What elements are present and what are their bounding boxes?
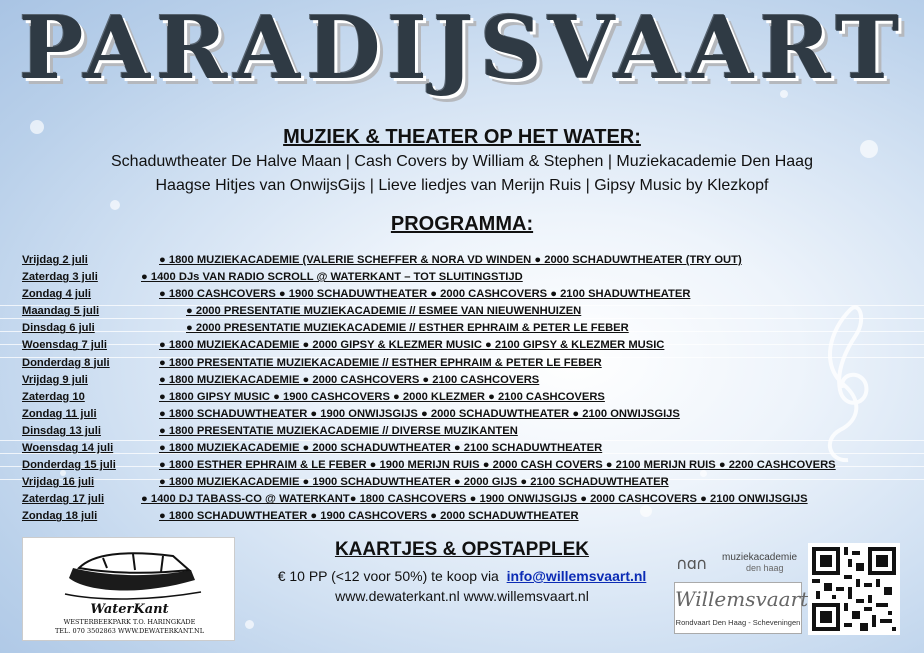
- schedule-row: [22, 355, 912, 372]
- schedule-row: [22, 320, 912, 337]
- poster-title: PARADIJSVAART: [18, 0, 906, 99]
- schedule-acts: ● 1800 MUZIEKACADEMIE ● 2000 SCHADUWTHEATER ● 2100 SCHADUWTHEATER: [159, 442, 603, 455]
- schedule-day: Woensdag 7 juli: [22, 339, 107, 352]
- schedule-day: Donderdag 8 juli: [22, 356, 110, 369]
- schedule-row: [22, 252, 912, 269]
- schedule-acts: ● 1800 MUZIEKACADEMIE ● 2000 CASHCOVERS ● 2100 CASHCOVERS: [159, 373, 540, 386]
- tickets-price-line: [214, 568, 710, 584]
- schedule-list: [22, 252, 912, 526]
- schedule-acts: ● 1400 DJ TABASS-CO @ WATERKANT● 1800 CASHCOVERS ● 1900 ONWIJSGIJS ● 2000 CASHCOVERS ● 2100 ONWIJSGIJS: [141, 493, 808, 506]
- schedule-row: [22, 286, 912, 303]
- schedule-day: Maandag 5 juli: [22, 305, 100, 318]
- waterkant-logo: [22, 537, 235, 641]
- schedule-acts: ● 1800 MUZIEKACADEMIE ● 2000 GIPSY & KLEZMER MUSIC ● 2100 GIPSY & KLEZMER MUSIC: [159, 339, 665, 352]
- programma-title: PROGRAMMA:: [390, 213, 534, 235]
- schedule-day: Zondag 18 juli: [22, 510, 98, 523]
- schedule-row: [22, 303, 912, 320]
- waterkant-name: WaterKant: [90, 602, 169, 617]
- schedule-day: Zondag 4 juli: [22, 288, 91, 301]
- schedule-day: Zondag 11 juli: [22, 407, 97, 420]
- schedule-day: Donderdag 15 juli: [22, 459, 116, 472]
- boat-icon: [63, 544, 203, 602]
- schedule-row: [22, 440, 912, 457]
- schedule-row: [22, 491, 912, 508]
- schedule-acts: ● 1800 SCHADUWTHEATER ● 1900 CASHCOVERS ● 2000 SCHADUWTHEATER: [159, 510, 579, 523]
- willemsvaart-logo: [674, 582, 809, 634]
- schedule-day: Zaterdag 17 juli: [22, 493, 105, 506]
- schedule-row: [22, 337, 912, 354]
- website-links[interactable]: www.dewaterkant.nl www.willemsvaart.nl: [335, 588, 589, 604]
- waterkant-contact: TEL. 070 3502863 WWW.DEWATERKANT.NL: [54, 627, 205, 635]
- artists-line-1: Schaduwtheater De Halve Maan | Cash Covers by William & Stephen | Muziekacademie Den Haag: [111, 153, 813, 170]
- muziekacademie-logo: [676, 552, 802, 576]
- schedule-acts: ● 1800 ESTHER EPHRAIM & LE FEBER ● 1900 MERIJN RUIS ● 2000 CASH COVERS ● 2100 MERIJN RUIS ● 2200 CASHCOVERS: [159, 459, 836, 472]
- schedule-day: Zaterdag 3 juli: [22, 271, 98, 284]
- waterkant-address: WESTERBEEKPARK T.O. HARINGKADE: [63, 618, 196, 626]
- academy-name: muziekacademie: [722, 552, 798, 563]
- schedule-acts: ● 1800 PRESENTATIE MUZIEKACADEMIE // DIVERSE MUZIKANTEN: [159, 424, 518, 437]
- schedule-row: [22, 508, 912, 525]
- schedule-acts: ● 1800 CASHCOVERS ● 1900 SCHADUWTHEATER ● 2000 CASHCOVERS ● 2100 SHADUWTHEATER: [159, 288, 691, 301]
- schedule-acts: ● 1800 PRESENTATIE MUZIEKACADEMIE // ESTHER EPHRAIM & PETER LE FEBER: [159, 356, 602, 369]
- schedule-day: Dinsdag 6 juli: [22, 322, 95, 335]
- schedule-acts: ● 1800 GIPSY MUSIC ● 1900 CASHCOVERS ● 2000 KLEZMER ● 2100 CASHCOVERS: [159, 390, 605, 403]
- willemsvaart-tagline: Rondvaart Den Haag - Scheveningen: [675, 618, 801, 627]
- schedule-acts: ● 1400 DJs VAN RADIO SCROLL @ WATERKANT – TOT SLUITINGSTIJD: [141, 271, 523, 284]
- academy-city: den haag: [746, 563, 784, 573]
- tickets-price: € 10 PP (<12 voor 50%) te koop via: [277, 568, 499, 584]
- schedule-day: Vrijdag 2 juli: [22, 254, 88, 266]
- schedule-acts: ● 1800 MUZIEKACADEMIE (VALERIE SCHEFFER & NORA VD WINDEN ● 2000 SCHADUWTHEATER (TRY OUT): [159, 254, 742, 266]
- willemsvaart-name: Willemsvaart: [675, 587, 809, 611]
- schedule-row: [22, 406, 912, 423]
- tickets-title: KAARTJES & OPSTAPPLEK: [334, 539, 590, 560]
- schedule-day: Dinsdag 13 juli: [22, 424, 101, 437]
- artists-line-2: Haagse Hitjes van OnwijsGijs | Lieve liedjes van Merijn Ruis | Gipsy Music by Klezkopf: [155, 177, 769, 194]
- schedule-row: [22, 423, 912, 440]
- schedule-row: [22, 269, 912, 286]
- schedule-row: [22, 474, 912, 491]
- schedule-acts: ● 2000 PRESENTATIE MUZIEKACADEMIE // ESTHER EPHRAIM & PETER LE FEBER: [186, 322, 629, 335]
- schedule-day: Zaterdag 10: [22, 390, 85, 403]
- schedule-acts: ● 2000 PRESENTATIE MUZIEKACADEMIE // ESMEE VAN NIEUWENHUIZEN: [186, 305, 582, 318]
- qr-code-icon[interactable]: [808, 543, 900, 635]
- schedule-day: Vrijdag 9 juli: [22, 373, 88, 386]
- schedule-row: [22, 389, 912, 406]
- schedule-day: Vrijdag 16 juli: [22, 476, 95, 489]
- email-link[interactable]: info@willemsvaart.nl: [506, 568, 647, 584]
- schedule-acts: ● 1800 SCHADUWTHEATER ● 1900 ONWIJSGIJS ● 2000 SCHADUWTHEATER ● 2100 ONWIJSGIJS: [159, 407, 680, 420]
- schedule-acts: ● 1800 MUZIEKACADEMIE ● 1900 SCHADUWTHEATER ● 2000 GIJS ● 2100 SCHADUWTHEATER: [159, 476, 669, 489]
- schedule-day: Woensdag 14 juli: [22, 442, 114, 455]
- schedule-row: [22, 372, 912, 389]
- subtitle: MUZIEK & THEATER OP HET WATER:: [283, 126, 641, 148]
- schedule-row: [22, 457, 912, 474]
- muziekacademie-icon: ∩ɑ∩: [676, 554, 707, 573]
